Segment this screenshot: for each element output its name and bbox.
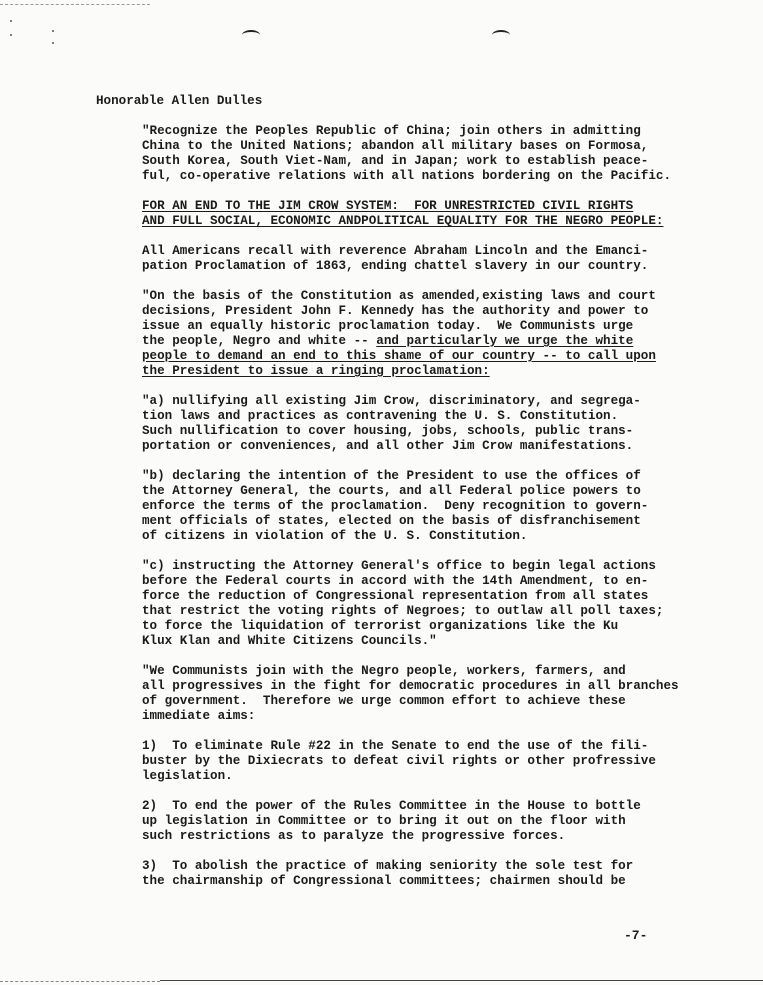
scan-bottom-dashes [0,981,160,982]
section-heading-jim-crow: FOR AN END TO THE JIM CROW SYSTEM: FOR UNRESTRICTED CIVIL RIGHTS AND FULL SOCIAL, ECONOMIC ANDPOLITICAL EQUALITY FOR THE NEGRO PEOPLE: [142,199,664,228]
binding-mark-right [492,30,510,40]
paragraph-china: "Recognize the Peoples Republic of China; join others in admitting China to the United Nations; abandon all military bases on Formosa, South Korea, South Viet-Nam, and in Japan; work to establish peace- ful, co-operative relations with all nations bordering on the Pacific. [142,124,672,183]
paragraph-item-a: "a) nullifying all existing Jim Crow, discriminatory, and segrega- tion laws and practices as contravening the U. S. Constitution. Such nullification to cover housing, jobs, schools, public trans- portation or conveniences, and all other Jim Crow manifestations. [142,394,641,453]
paragraph-aim-1: 1) To eliminate Rule #22 in the Senate to end the use of the fili- buster by the Dixiecrats to defeat civil rights or other profressive legislation. [142,739,656,783]
paragraph-constitution-text: "On the basis of the Constitution as amended,existing laws and court decisions, President John F. Kennedy has the authority and power to issue an equally historic proclamation today. We Communists urge the people, Negro and white -- [142,289,656,348]
paragraph-aim-3: 3) To abolish the practice of making seniority the sole test for the chairmanship of Congressional committees; chairmen should be [142,859,634,888]
page-number: -7- [624,928,648,943]
paragraph-item-b: "b) declaring the intention of the President to use the offices of the Attorney General, the courts, and all Federal police powers to enforce the terms of the proclamation. Deny recognition to govern- ment officials of states, elected on the basis of disfranchisement of citizens in violation of the U. S. Constitution. [142,469,649,543]
paragraph-aim-2: 2) To end the power of the Rules Committee in the House to bottle up legislation in Committee or to bring it out on the floor with such restrictions as to paralyze the progressive forces. [142,799,641,843]
paragraph-constitution [142,289,682,379]
paragraph-item-c: "c) instructing the Attorney General's office to begin legal actions before the Federal courts in accord with the 14th Amendment, to en- force the reduction of Congressional representation from all states that restrict the voting rights of Negroes; to outlaw all poll taxes; to force the liquidation of terrorist organizations like the Ku Klux Klan and White Citizens Councils." [142,559,664,648]
paragraph-communists-join: "We Communists join with the Negro people, workers, farmers, and all progressives in the fight for democratic procedures in all branches of government. Therefore we urge common effort to achieve these immediate aims: [142,664,679,723]
letter-body [142,124,682,904]
scan-specks [10,20,54,50]
scan-edge-dashes [0,4,150,5]
paragraph-constitution-underlined: and particularly we urge the white people to demand an end to this shame of our country -- to call upon the President to issue a ringing proclamation: [142,334,656,378]
paragraph-lincoln: All Americans recall with reverence Abraham Lincoln and the Emanci- pation Proclamation of 1863, ending chattel slavery in our country. [142,244,649,273]
addressee-line: Honorable Allen Dulles [96,94,263,108]
binding-mark-left [242,30,260,40]
scan-bottom-rule [160,980,763,981]
